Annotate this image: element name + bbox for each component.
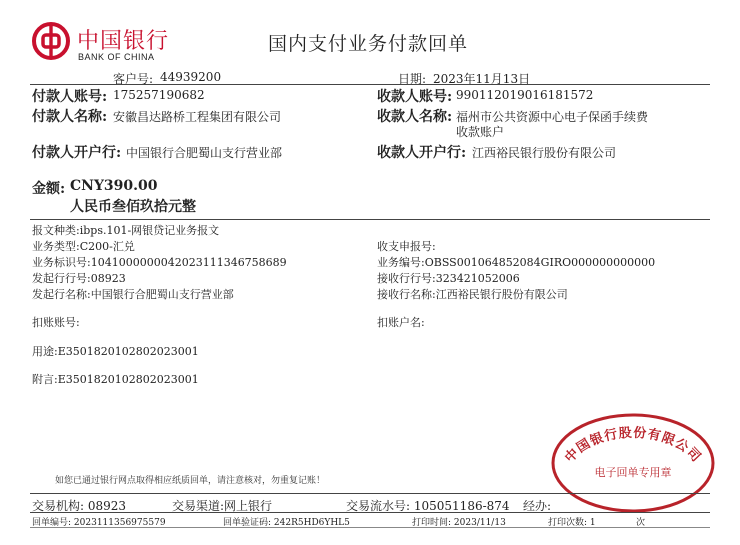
logo-english-name: BANK OF CHINA (78, 52, 155, 62)
deduct-account: 扣账账号: (32, 316, 80, 329)
deduct-account-name: 扣账户名: (377, 316, 425, 329)
bank-of-china-emblem-icon (32, 22, 70, 60)
document-title: 国内支付业务付款回单 (268, 33, 469, 55)
trade-serial: 交易流水号: 105051186-874 (346, 499, 510, 513)
date-value: 2023年11月13日 (433, 72, 531, 86)
date-label: 日期: (398, 72, 427, 86)
seal-center-text: 电子回单专用章 (594, 466, 672, 479)
seal-ring-text: 中国银行股份有限公司 (562, 425, 704, 466)
message-type: 报文种类:ibps.101-网银贷记业务报文 (32, 224, 220, 237)
originating-bank-name: 发起行名称:中国银行合肥蜀山支行营业部 (32, 288, 234, 301)
payee-name-label: 收款人名称: (377, 109, 453, 125)
payee-bank-value: 江西裕民银行股份有限公司 (472, 146, 617, 160)
receiving-bank-no: 接收行行号:323421052006 (377, 272, 520, 285)
purpose: 用途:E3501820102802023001 (32, 345, 199, 358)
print-count-unit: 次 (636, 518, 646, 528)
divider-middle (30, 219, 710, 220)
print-time: 打印时间: 2023/11/13 (412, 518, 506, 528)
amount-value: CNY390.00 (70, 178, 158, 194)
payer-name-value: 安徽昌达路桥工程集团有限公司 (113, 110, 282, 124)
business-type: 业务类型:C200-汇兑 (32, 240, 135, 253)
print-count: 打印次数: 1 (548, 518, 596, 528)
declaration-no: 收支申报号: (377, 240, 436, 253)
customer-no-value: 44939200 (160, 70, 222, 84)
customer-no-label: 客户号: (113, 72, 154, 86)
payee-name-value-line1: 福州市公共资源中心电子保函手续费 (456, 110, 649, 124)
electronic-receipt-seal (548, 408, 718, 513)
divider-footer-bottom (30, 512, 710, 513)
payee-bank-label: 收款人开户行: (377, 145, 467, 161)
payer-name-label: 付款人名称: (32, 109, 108, 125)
payer-bank-label: 付款人开户行: (32, 145, 122, 161)
amount-label: 金额: (32, 181, 66, 197)
receiving-bank-name: 接收行名称:江西裕民银行股份有限公司 (377, 288, 568, 301)
verify-code: 回单验证码: 242R5HD6YHL5 (223, 518, 350, 528)
divider-top (30, 84, 710, 85)
svg-text:中国银行股份有限公司 (562, 425, 705, 466)
payer-account-value: 175257190682 (113, 88, 205, 102)
logo-chinese-name: 中国银行 (77, 29, 170, 54)
payee-account-value: 990112019016181572 (456, 88, 594, 102)
receipt-no: 回单编号: 2023111356975579 (32, 518, 166, 528)
business-id: 业务标识号:10410000000420231113467586​89 (32, 256, 287, 269)
originating-bank-no: 发起行行号:08923 (32, 272, 126, 285)
divider-bottom (30, 527, 710, 528)
remark: 附言:E3501820102802023001 (32, 373, 199, 386)
handler: 经办: (523, 499, 552, 513)
duplicate-notice: 如您已通过银行网点取得相应纸质回单，请注意核对，勿重复记账！ (55, 476, 326, 486)
payee-name-value-line2: 收款账户 (456, 125, 505, 139)
trade-channel: 交易渠道:网上银行 (172, 499, 273, 513)
payee-account-label: 收款人账号: (377, 89, 453, 105)
divider-footer-top (30, 493, 710, 494)
amount-in-words: 人民币叁佰玖拾元整 (70, 199, 196, 215)
business-no: 业务编号:OBSS001064852084GIRO000000000000 (377, 256, 656, 269)
payer-bank-value: 中国银行合肥蜀山支行营业部 (126, 146, 283, 160)
payer-account-label: 付款人账号: (32, 89, 108, 105)
trade-org: 交易机构: 08923 (32, 499, 127, 513)
